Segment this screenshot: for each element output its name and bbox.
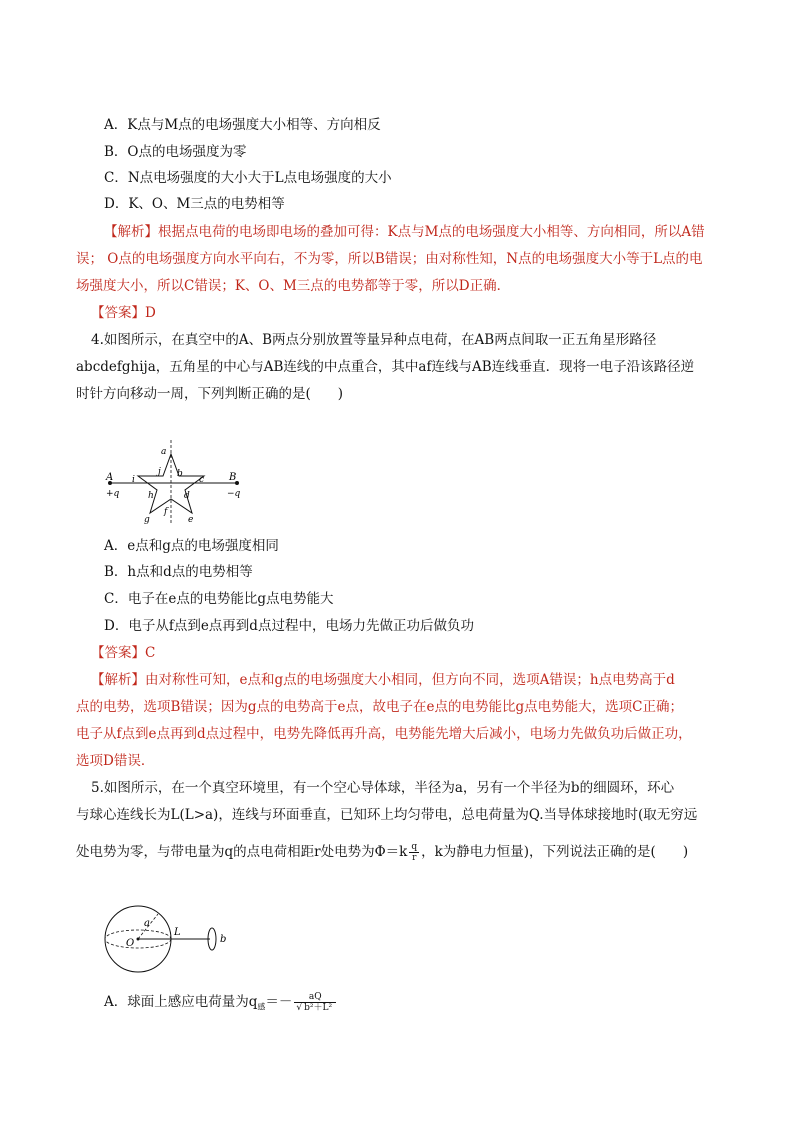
label-minus-q: −q	[227, 489, 241, 499]
q3-answer	[91, 303, 156, 323]
q4-answer-value: C	[145, 645, 156, 661]
fraction-denominator: r	[412, 853, 417, 863]
q5-stem-line-1: 5.如图所示，在一个真空环境里，有一个空心导体球，半径为a，另有一个半径为b的细圆环，环心	[91, 780, 675, 796]
label-A: A	[106, 472, 114, 483]
label-j: j	[158, 467, 161, 477]
q5-stem-line-3	[76, 842, 688, 863]
label-distance-l: L	[174, 927, 181, 938]
induced-charge-numerator: aQ	[294, 992, 336, 1003]
q4-option-c: C．电子在e点的电势能比g点电势能大	[104, 591, 334, 607]
q4-analysis-line-2: 点的电势，选项B错误；因为g点的电势高于e点，故电子在e点的电势能比g点电势能大，选项C正确；	[76, 699, 684, 715]
q3-analysis	[76, 219, 716, 300]
label-c: c	[199, 475, 205, 485]
q4-option-b: B．h点和d点的电势相等	[104, 564, 253, 580]
q4-stem-line-3: 时针方向移动一周，下列判断正确的是( )	[76, 386, 344, 402]
q4-analysis-line-3: 电子从f点到e点再到d点过程中，电势先降低再升高，电势能先增大后减小，电场力先做负功后做正功，	[76, 726, 692, 742]
q3-option-c: C．N点电场强度的大小大于L点电场强度的大小	[104, 170, 392, 186]
q5-stem-text-3b: ，k为静电力恒量)，下列说法正确的是( )	[421, 844, 689, 860]
label-e: e	[188, 515, 194, 525]
q3-analysis-text: 根据点电荷的电场即电场的叠加可得：K点与M点的电场强度大小相等、方向相同，所以A错误； O点的电场强度方向水平向右，不为零，所以B错误；由对称性知，N点的电场强度大小等于L点的电场强度大小，所以C错误；K、O、M三点的电势都等于零，所以D正确．	[76, 224, 705, 294]
q4-answer-tag: 【答案】	[91, 645, 145, 661]
q3-answer-tag: 【答案】	[91, 305, 145, 321]
q4-stem-line-1: 4.如图所示，在真空中的A、B两点分别放置等量异种点电荷，在AB两点间取一正五角星形路径	[91, 332, 657, 348]
label-B: B	[229, 472, 237, 483]
q3-option-a: A．K点与M点的电场强度大小相等、方向相反	[104, 117, 381, 133]
label-radius-a: a	[144, 918, 150, 929]
label-d: d	[184, 491, 190, 501]
q3-option-d: D．K、O、M三点的电势相等	[104, 196, 285, 212]
q4-stem-line-2: abcdefghija，五角星的中心与AB连线的中点重合，其中af连线与AB连线垂直．现将一电子沿该路径逆	[76, 359, 695, 375]
q5-stem-line-2: 与球心连线长为L(L>a)，连线与环面垂直，已知环上均匀带电，总电荷量为Q.当导体球接地时(取无穷远	[76, 807, 698, 823]
label-plus-q: +q	[106, 489, 120, 499]
q5-option-a	[104, 992, 338, 1018]
q4-star-figure	[100, 436, 250, 528]
q5-stem-text-3a: 处电势为零，与带电量为q的点电荷相距r处电势为Φ＝k	[76, 844, 408, 860]
q4-analysis-line-1	[91, 670, 675, 690]
label-f: f	[164, 507, 168, 517]
q5-option-a-prefix: A．球面上感应电荷量为q	[104, 994, 258, 1010]
sqrt-radicand: b²＋L²	[304, 1003, 333, 1013]
label-h: h	[148, 491, 154, 501]
label-b: b	[177, 469, 183, 479]
sphere-center	[137, 938, 140, 941]
q3-option-b: B．O点的电场强度为零	[104, 144, 247, 160]
q5-option-a-subscript: 感	[257, 1002, 266, 1012]
q3-analysis-tag: 【解析】	[104, 224, 158, 240]
label-a: a	[161, 447, 167, 457]
q4-option-a: A．e点和g点的电场强度相同	[104, 538, 279, 554]
q4-option-d: D．电子从f点到e点再到d点过程中，电场力先做正功后做负功	[104, 618, 474, 634]
q5-sphere-figure	[100, 904, 240, 980]
label-ring-b: b	[220, 934, 227, 945]
q5-option-a-eq: ＝－	[265, 994, 293, 1010]
q4-analysis-text-1: 由对称性可知，e点和g点的电场强度大小相同，但方向不同，选项A错误；h点电势高于d	[145, 672, 675, 688]
q3-answer-value: D	[145, 305, 156, 321]
potential-fraction	[409, 842, 419, 863]
q4-analysis-line-4: 选项D错误．	[76, 753, 155, 769]
induced-charge-denominator: √ b²＋L²	[296, 1003, 333, 1013]
q4-answer	[91, 643, 155, 663]
label-i: i	[132, 475, 135, 485]
q4-analysis-tag: 【解析】	[91, 672, 145, 688]
induced-charge-fraction	[294, 992, 336, 1013]
fraction-numerator: q	[411, 842, 418, 852]
label-g: g	[144, 515, 150, 525]
label-center-o: O	[126, 938, 135, 949]
